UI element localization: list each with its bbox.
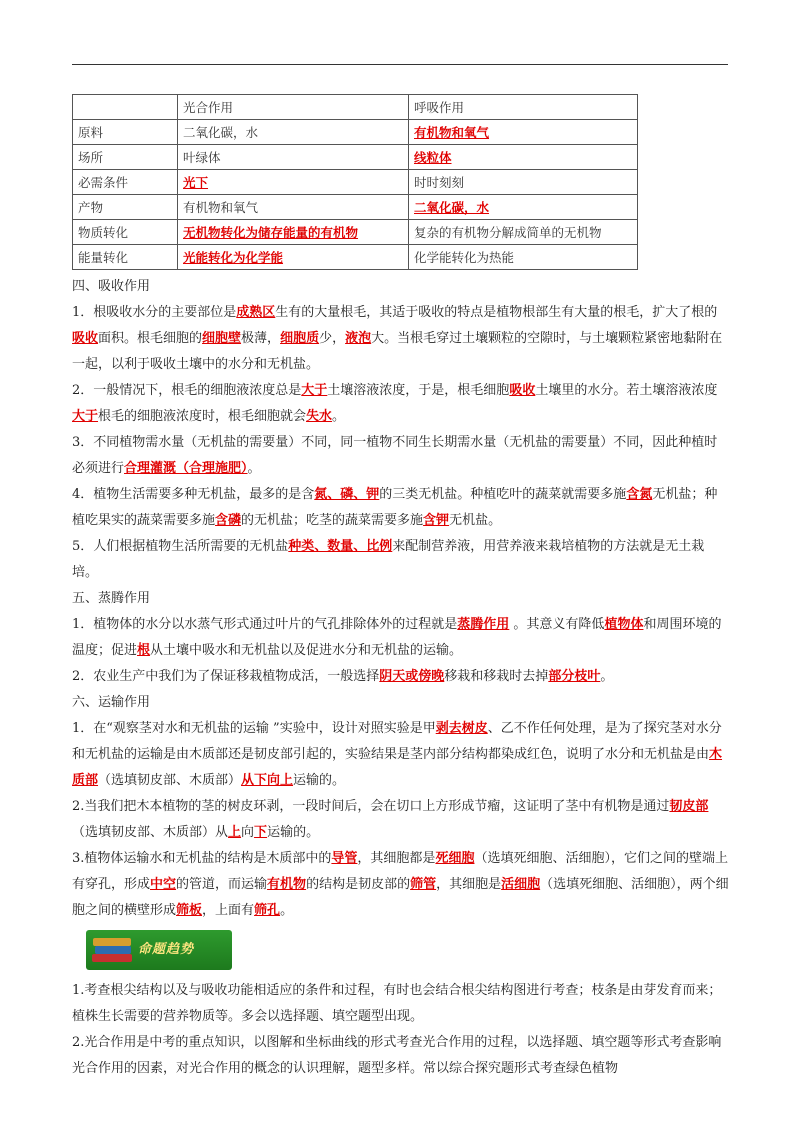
answer-text: 阴天或傍晚 [379, 669, 445, 684]
text-segment: 3．不同植物需水量（无机盐的需要量）不同，同一植物不同生长期需水量（无机盐的需要量）不同，因此种植时必须进行 [72, 435, 718, 476]
text-segment: 5．人们根据植物生活所需要的无机盐 [72, 539, 289, 554]
text-segment: 极薄， [241, 331, 281, 346]
text-segment: 五、蒸腾作用 [72, 591, 151, 606]
text-segment: 4．植物生活需要多种无机盐，最多的是含 [72, 487, 315, 502]
section-heading [72, 586, 730, 612]
answer-text: 筛板 [176, 903, 203, 918]
paragraph [72, 300, 730, 378]
books-icon [86, 930, 138, 970]
answer-text: 液泡 [345, 331, 372, 346]
table-row [73, 220, 638, 245]
row-label: 必需条件 [73, 170, 178, 195]
paragraph [72, 846, 730, 924]
answer-text: 吸收 [72, 331, 99, 346]
text-segment: 3.植物体运输水和无机盐的结构是木质部中的 [72, 851, 332, 866]
photosynthesis-cell [178, 195, 409, 220]
respiration-cell [409, 170, 638, 195]
text-segment: ，其细胞是 [436, 877, 502, 892]
row-label: 物质转化 [73, 220, 178, 245]
text-segment: 时时刻刻 [414, 175, 465, 190]
answer-text: 下 [254, 825, 268, 840]
answer-text: 无机物转化为储存能量的有机物 [183, 225, 359, 240]
answer-text: 有机物 [267, 877, 307, 892]
text-segment: 2．一般情况下，根毛的细胞液浓度总是 [72, 383, 302, 398]
text-segment: 1.考查根尖结构以及与吸收功能相适应的条件和过程，有时也会结合根尖结构图进行考查；枝条是由芽发育而来；植株生长需要的营养物质等。多会以选择题、填空题型出现。 [72, 983, 722, 1024]
text-segment: 。 [247, 461, 261, 476]
photosynthesis-cell [178, 120, 409, 145]
text-segment: 1．根吸收水分的主要部位是 [72, 305, 237, 320]
answer-text: 活细胞 [501, 877, 541, 892]
answer-text: 韧皮部 [669, 799, 709, 814]
comparison-table [72, 94, 638, 270]
text-segment: 向 [241, 825, 255, 840]
table-header-cell [73, 95, 178, 120]
text-segment: 的管道，而运输 [176, 877, 268, 892]
text-segment: 复杂的有机物分解成简单的无机物 [414, 225, 602, 240]
text-segment: 2.光合作用是中考的重点知识，以图解和坐标曲线的形式考查光合作用的过程，以选择题、填空题等形式考查影响光合作用的因素，对光合作用的概念的认识理解，题型多样。常以综合探究题形式考查绿色植物 [72, 1035, 722, 1076]
text-segment: 的三类无机盐。种植吃叶的蔬菜就需要多施 [379, 487, 627, 502]
answer-text: 部分枝叶 [548, 669, 601, 684]
answer-text: 死细胞 [435, 851, 475, 866]
answer-text: 失水 [306, 409, 333, 424]
answer-text: 剥去树皮 [435, 721, 488, 736]
answer-text: 从下向上 [241, 773, 294, 788]
respiration-cell [409, 195, 638, 220]
photosynthesis-cell [178, 220, 409, 245]
photosynthesis-cell [178, 245, 409, 270]
answer-text: 木质部 [72, 747, 723, 788]
text-segment: 从土壤中吸水和无机盐以及促进水分和无机盐的运输。 [150, 643, 463, 658]
text-segment: （选填死细胞、活细胞），两个细胞之间的横壁形成 [72, 877, 729, 918]
text-segment: 、乙不作任何处理，是为了探究茎对水分和无机盐的运输是由木质部还是韧皮部引起的，实验结果是茎内部分结构都染成红色，说明了水分和无机盐是由 [72, 721, 722, 762]
section-heading [72, 274, 730, 300]
answer-text: 根 [137, 643, 151, 658]
badge-title: 命题趋势 [138, 942, 195, 957]
photosynthesis-cell [178, 145, 409, 170]
table-row [73, 245, 638, 270]
table-header-row [73, 95, 638, 120]
text-segment: 根毛的细胞液浓度时，根毛细胞就会 [98, 409, 307, 424]
paragraph [72, 716, 730, 794]
answer-text: 细胞壁 [202, 331, 242, 346]
paragraph [72, 430, 730, 482]
answer-text: 大于 [72, 409, 99, 424]
answer-text: 成熟区 [236, 305, 276, 320]
text-segment: 和周围环境的温度；促进 [72, 617, 722, 658]
answer-text: 筛管 [410, 877, 437, 892]
answer-text: 二氧化碳，水 [414, 200, 490, 215]
answer-text: 合理灌溉（合理施肥） [124, 461, 248, 476]
text-segment: 化学能转化为热能 [414, 250, 515, 265]
text-segment: 六、运输作用 [72, 695, 151, 710]
text-segment: 面积。根毛细胞的 [98, 331, 203, 346]
photosynthesis-cell [178, 170, 409, 195]
text-segment: 。其意义有降低 [509, 617, 605, 632]
respiration-cell [409, 220, 638, 245]
text-segment: 的无机盐；吃茎的蔬菜需要多施 [241, 513, 424, 528]
text-segment: 运输的。 [267, 825, 320, 840]
paragraph [72, 378, 730, 430]
paragraph [72, 612, 730, 664]
answer-text: 蒸腾作用 [457, 617, 510, 632]
answer-text: 植物体 [604, 617, 644, 632]
answer-text: 筛孔 [254, 903, 281, 918]
answer-text: 种类、数量、比例 [288, 539, 393, 554]
text-segment: 大。当根毛穿过土壤颗粒的空隙时，与土壤颗粒紧密地黏附在一起，以利于吸收土壤中的水分和无机盐。 [72, 331, 723, 372]
answer-text: 线粒体 [414, 150, 452, 165]
header-rule [72, 64, 728, 65]
text-segment: 土壤溶液浓度，于是，根毛细胞 [327, 383, 510, 398]
text-segment: 。 [600, 669, 614, 684]
text-segment: （选填死细胞、活细胞），它们之间的壁端上有穿孔，形成 [72, 851, 728, 892]
text-segment: （选填韧皮部、木质部）从 [72, 825, 229, 840]
text-segment: 无机盐。 [449, 513, 502, 528]
row-label: 场所 [73, 145, 178, 170]
text-segment: 四、吸收作用 [72, 279, 151, 294]
text-segment: 生有的大量根毛，其适于吸收的特点是植物根部生有大量的根毛，扩大了根的 [275, 305, 718, 320]
respiration-cell [409, 145, 638, 170]
answer-text: 吸收 [509, 383, 536, 398]
text-segment: 土壤里的水分。若土壤溶液浓度 [535, 383, 718, 398]
row-label: 原料 [73, 120, 178, 145]
text-segment: 运输的。 [293, 773, 346, 788]
paragraph [72, 1030, 730, 1082]
table-header-cell: 光合作用 [178, 95, 409, 120]
answer-text: 含氮 [626, 487, 653, 502]
paragraph [72, 534, 730, 586]
answer-text: 含钾 [423, 513, 450, 528]
text-segment: ，上面有 [202, 903, 255, 918]
topic-trend-badge [86, 930, 232, 970]
paragraph [72, 794, 730, 846]
paragraph [72, 664, 730, 690]
table-header-cell: 呼吸作用 [409, 95, 638, 120]
text-segment: 来配制营养液，用营养液来栽培植物的方法就是无土栽培。 [72, 539, 705, 580]
respiration-cell [409, 120, 638, 145]
section-heading [72, 690, 730, 716]
text-segment: 2.当我们把木本植物的茎的树皮环剥，一段时间后，会在切口上方形成节瘤，这证明了茎中有机物是通过 [72, 799, 670, 814]
answer-text: 上 [228, 825, 242, 840]
table-row [73, 195, 638, 220]
text-segment: ，其细胞都是 [357, 851, 436, 866]
text-segment: 叶绿体 [183, 150, 221, 165]
text-segment: 无机盐；种植吃果实的蔬菜需要多施 [72, 487, 718, 528]
text-segment: 1．植物体的水分以水蒸气形式通过叶片的气孔排除体外的过程就是 [72, 617, 458, 632]
text-segment: 二氧化碳，水 [183, 125, 259, 140]
answer-text: 大于 [301, 383, 328, 398]
table-row [73, 145, 638, 170]
text-segment: 的结构是韧皮部的 [306, 877, 411, 892]
document-body [72, 274, 730, 1082]
text-segment: 少， [319, 331, 346, 346]
row-label: 能量转化 [73, 245, 178, 270]
text-segment: （选填韧皮部、木质部） [98, 773, 242, 788]
text-segment: 移栽和移栽时去掉 [444, 669, 549, 684]
paragraph [72, 978, 730, 1030]
respiration-cell [409, 245, 638, 270]
text-segment: 1．在“观察茎对水和无机盐的运输 ”实验中，设计对照实验是甲 [72, 721, 436, 736]
answer-text: 有机物和氧气 [414, 125, 490, 140]
answer-text: 导管 [331, 851, 358, 866]
answer-text: 含磷 [215, 513, 242, 528]
table-row [73, 120, 638, 145]
table-row [73, 170, 638, 195]
answer-text: 细胞质 [280, 331, 320, 346]
answer-text: 中空 [150, 877, 177, 892]
text-segment: 有机物和氧气 [183, 200, 259, 215]
answer-text: 光能转化为化学能 [183, 250, 284, 265]
answer-text: 氮、磷、钾 [314, 487, 380, 502]
answer-text: 光下 [183, 175, 209, 190]
text-segment: 。 [280, 903, 294, 918]
text-segment: 2．农业生产中我们为了保证移栽植物成活，一般选择 [72, 669, 380, 684]
paragraph [72, 482, 730, 534]
text-segment: 。 [332, 409, 346, 424]
row-label: 产物 [73, 195, 178, 220]
